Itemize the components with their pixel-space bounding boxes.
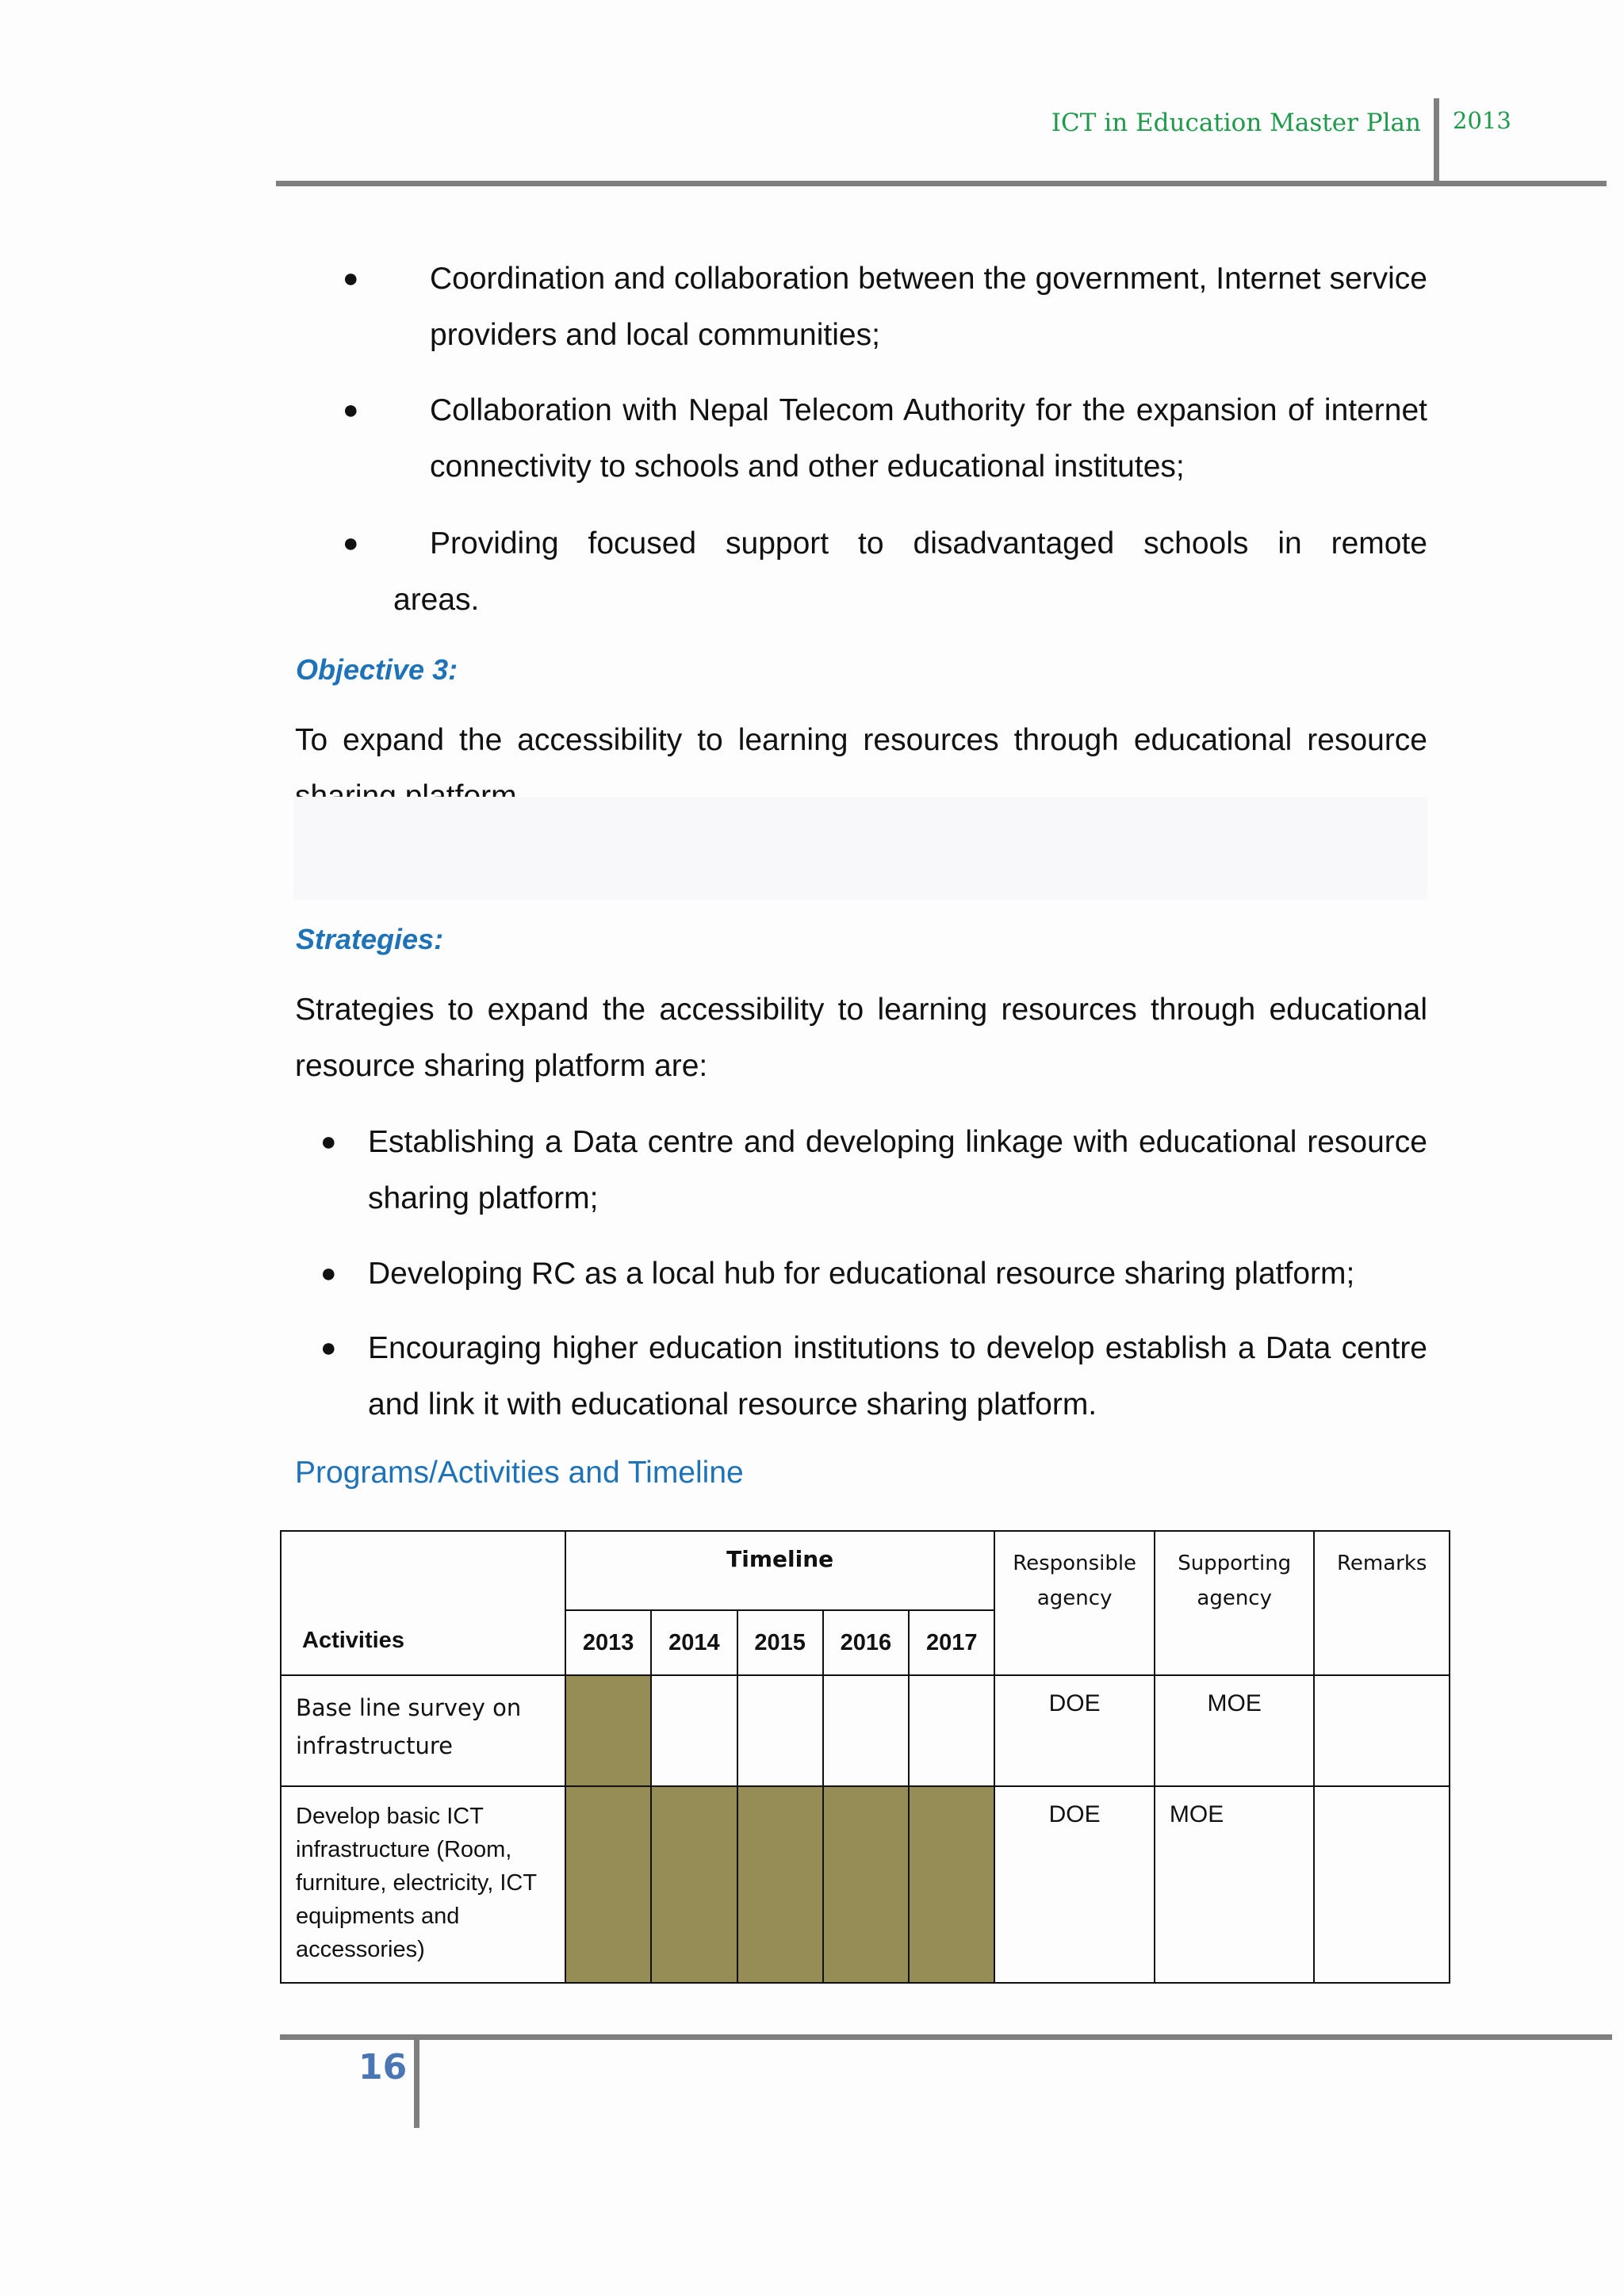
header-vertical-divider <box>1434 98 1439 186</box>
year-header: 2013 <box>565 1610 651 1675</box>
bullet-icon: ● <box>343 395 359 425</box>
timeline-cell-filled <box>565 1786 651 1983</box>
bullet-icon: ● <box>320 1258 337 1288</box>
supporting-agency-header: Supporting agency <box>1155 1531 1315 1675</box>
strategy-item-higher-education: Encouraging higher education institutions to develop establish a Data centre and link it with educational resource sharing platform. <box>368 1331 1427 1422</box>
timeline-cell <box>823 1675 909 1786</box>
bullet-icon: ● <box>320 1333 337 1363</box>
timeline-cell-filled <box>823 1786 909 1983</box>
responsible-agency-header: Responsible agency <box>994 1531 1155 1675</box>
activities-header: Activities <box>281 1531 565 1675</box>
bullet-focused-support: Providing focused support to disadvantaged schools in remote <box>430 526 1427 561</box>
objective-heading: Objective 3: <box>296 653 458 686</box>
remarks-cell <box>1314 1675 1450 1786</box>
bullet-focused-support-tail: areas. <box>393 583 480 617</box>
table-row <box>281 1675 1450 1786</box>
remarks-cell <box>1314 1786 1450 1983</box>
strategies-intro: Strategies to expand the accessibility to learning resources through educational resource sharing platform are: <box>295 993 1427 1083</box>
bullet-coordination: Coordination and collaboration between the government, Internet service providers and local communities; <box>430 262 1427 352</box>
activity-cell: Base line survey on infrastructure <box>281 1675 565 1786</box>
programs-heading: Programs/Activities and Timeline <box>295 1456 744 1490</box>
activity-cell: Develop basic ICT infrastructure (Room, furniture, electricity, ICT equipments and accessories) <box>281 1786 565 1983</box>
timeline-cell-filled <box>737 1786 823 1983</box>
responsible-cell: DOE <box>994 1786 1155 1983</box>
timeline-cell <box>651 1675 737 1786</box>
footer-rule <box>280 2034 1612 2040</box>
bullet-icon: ● <box>343 528 359 558</box>
timeline-cell-filled <box>651 1786 737 1983</box>
footer-vertical-divider <box>414 2034 419 2128</box>
timeline-cell-filled <box>909 1786 994 1983</box>
year-header: 2017 <box>909 1610 994 1675</box>
year-header: 2014 <box>651 1610 737 1675</box>
strategy-item-data-centre: Establishing a Data centre and developing linkage with educational resource sharing platform; <box>368 1125 1427 1215</box>
bullet-icon: ● <box>320 1127 337 1157</box>
table-row <box>281 1786 1450 1983</box>
bullet-collaboration-nta: Collaboration with Nepal Telecom Authority for the expansion of internet connectivity to schools and other educational institutes; <box>430 393 1427 484</box>
remarks-header: Remarks <box>1314 1531 1450 1675</box>
page-number: 16 <box>358 2047 408 2087</box>
supporting-cell: MOE <box>1155 1675 1315 1786</box>
timeline-cell <box>909 1675 994 1786</box>
header-year: 2013 <box>1453 107 1511 134</box>
timeline-cell <box>737 1675 823 1786</box>
timeline-cell-filled <box>565 1675 651 1786</box>
header-title: ICT in Education Master Plan <box>1051 109 1421 137</box>
header-rule <box>276 181 1607 186</box>
responsible-cell: DOE <box>994 1675 1155 1786</box>
shaded-area <box>293 797 1427 900</box>
strategy-item-rc-hub: Developing RC as a local hub for educational resource sharing platform; <box>368 1257 1355 1291</box>
strategies-heading: Strategies: <box>296 923 444 955</box>
timeline-header: Timeline <box>565 1531 994 1610</box>
year-header: 2016 <box>823 1610 909 1675</box>
bullet-icon: ● <box>343 263 359 293</box>
objective-text: To expand the accessibility to learning resources through educational resource <box>295 723 1427 757</box>
supporting-cell: MOE <box>1155 1786 1315 1983</box>
timeline-table <box>280 1530 1450 1984</box>
year-header: 2015 <box>737 1610 823 1675</box>
